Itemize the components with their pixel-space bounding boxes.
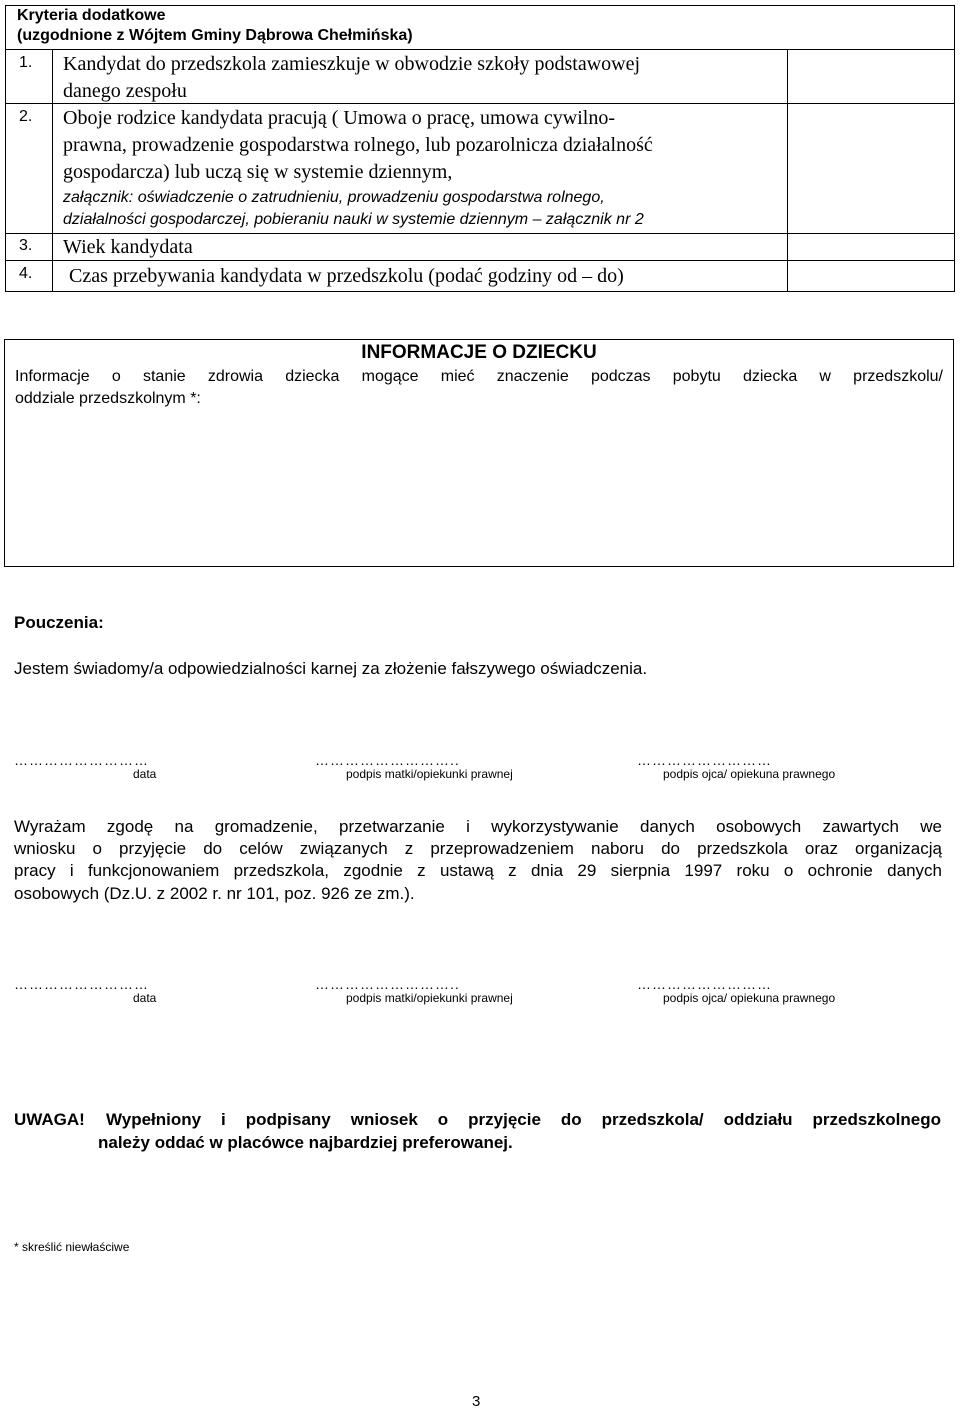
- criterion-attachment-note: działalności gospodarczej, pobieraniu nauki w systemie dziennym – załącznik nr 2: [63, 211, 644, 228]
- signature-line-father[interactable]: ………………………: [637, 976, 772, 992]
- signature-label-date: data: [133, 767, 157, 781]
- signature-label-date: data: [133, 991, 157, 1005]
- signature-label-mother: podpis matki/opiekunki prawnej: [346, 767, 513, 781]
- table-row-divider: [5, 49, 955, 50]
- signature-line-date[interactable]: ………………………: [14, 976, 149, 992]
- child-info-text: Informacje o stanie zdrowia dziecka mogące mieć znaczenie podczas pobytu dziecka w przedszkolu/: [15, 368, 943, 385]
- child-info-box: [4, 339, 954, 567]
- child-info-heading: INFORMACJE O DZIECKU: [361, 342, 597, 363]
- consent-text: wniosku o przyjęcie do celów związanych z przeprowadzeniem naboru do przedszkola oraz organizacją: [14, 839, 942, 858]
- table-border-top: [5, 5, 955, 6]
- criterion-text: Oboje rodzice kandydata pracują ( Umowa o pracę, umowa cywilno-: [63, 107, 616, 129]
- criterion-number: 2.: [19, 108, 33, 125]
- signature-label-father: podpis ojca/ opiekuna prawnego: [663, 767, 836, 781]
- consent-text: pracy i funkcjonowaniem przedszkola, zgodnie z ustawą z dnia 29 sierpnia 1997 roku o ochronie danych: [14, 861, 942, 880]
- instructions-text: Jestem świadomy/a odpowiedzialności karnej za złożenie fałszywego oświadczenia.: [14, 659, 648, 678]
- criterion-number: 3.: [19, 237, 33, 254]
- instructions-heading: Pouczenia:: [14, 613, 104, 632]
- criterion-text: Kandydat do przedszkola zamieszkuje w obwodzie szkoły podstawowej: [63, 53, 641, 75]
- table-col-divider: [787, 49, 788, 292]
- child-info-entry-area[interactable]: [15, 415, 943, 560]
- child-info-text: oddziale przedszkolnym *:: [15, 390, 201, 407]
- criterion-text: gospodarcza) lub uczą się w systemie dziennym,: [63, 161, 453, 183]
- warning-text: Wypełniony i podpisany wniosek o przyjęcie do przedszkola/ oddziału przedszkolnego: [106, 1110, 941, 1129]
- warning-text: należy oddać w placówce najbardziej preferowanej.: [98, 1133, 513, 1152]
- footnote: * skreślić niewłaściwe: [14, 1240, 130, 1254]
- signature-line-mother[interactable]: ………………………..: [315, 976, 460, 992]
- table-border-bottom: [5, 291, 955, 292]
- signature-label-father: podpis ojca/ opiekuna prawnego: [663, 991, 836, 1005]
- warning-label: UWAGA!: [14, 1110, 85, 1129]
- signature-line-father[interactable]: ………………………: [637, 752, 772, 768]
- criteria-table: [5, 5, 955, 292]
- consent-text: osobowych (Dz.U. z 2002 r. nr 101, poz. 926 ze zm.).: [14, 884, 415, 903]
- criterion-text: Wiek kandydata: [63, 236, 193, 258]
- signature-line-mother[interactable]: ………………………..: [315, 752, 460, 768]
- criterion-attachment-note: załącznik: oświadczenie o zatrudnieniu, prowadzeniu gospodarstwa rolnego,: [63, 189, 605, 206]
- criteria-subtitle: (uzgodnione z Wójtem Gminy Dąbrowa Chełmińska): [17, 27, 413, 44]
- criterion-number: 4.: [19, 265, 33, 282]
- criteria-title: Kryteria dodatkowe: [17, 7, 166, 24]
- table-col-divider: [52, 49, 53, 292]
- signature-line-date[interactable]: ………………………: [14, 752, 149, 768]
- criterion-text: danego zespołu: [63, 80, 187, 102]
- criterion-number: 1.: [19, 54, 33, 71]
- page-number: 3: [472, 1393, 481, 1410]
- consent-text: Wyrażam zgodę na gromadzenie, przetwarzanie i wykorzystywanie danych osobowych zawartych we: [14, 817, 942, 836]
- signature-label-mother: podpis matki/opiekunki prawnej: [346, 991, 513, 1005]
- criterion-text: prawna, prowadzenie gospodarstwa rolnego, lub pozarolnicza działalność: [63, 134, 653, 156]
- criterion-text: Czas przebywania kandydata w przedszkolu (podać godziny od – do): [69, 265, 624, 287]
